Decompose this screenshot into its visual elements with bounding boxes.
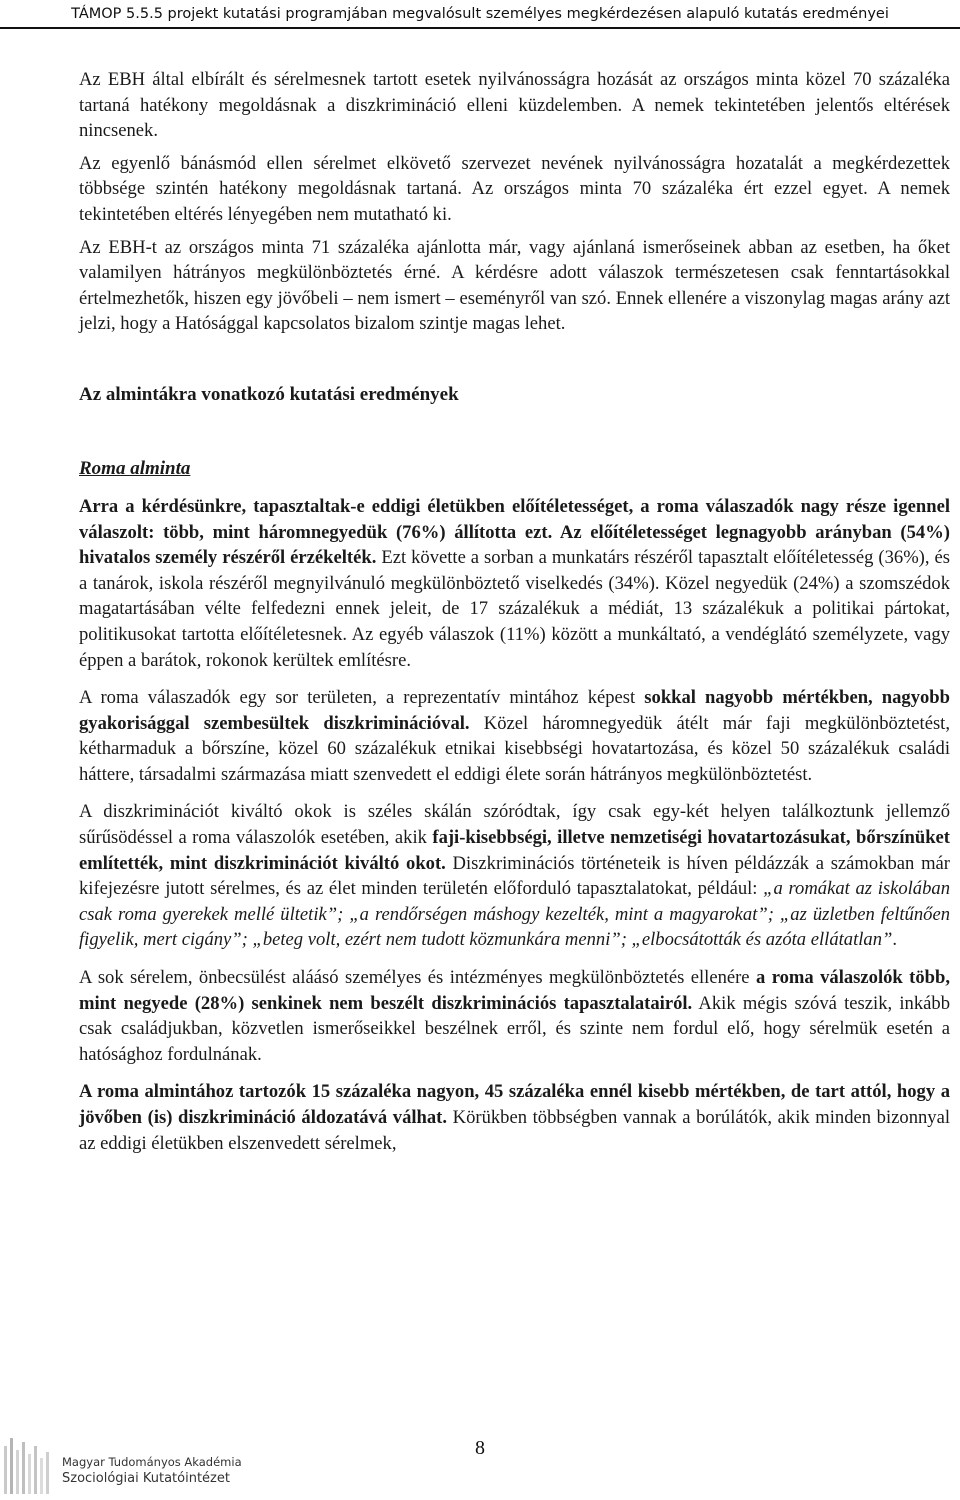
roma-paragraph-4 [79, 965, 950, 1067]
bold-text: faji-kisebbségi, illetve nemzetiségi hovatartozásukat, bőrszínüket említették, mint diszkriminációt kiváltó okot. [79, 827, 950, 874]
intro-paragraph-2: Az egyenlő bánásmód ellen sérelmet elkövető szervezet nevének nyilvánosságra hozatalát a megkérdezettek többsége szintén hatékony megoldásnak tartaná. Az országos minta 70 százaléka ért ezzel egyet. A nemek tekintetében eltérés lényegében nem mutatható ki. [79, 152, 950, 225]
body-text: Akik mégis szóvá teszik, inkább csak családjukban, közvetlen ismerőseikkel beszélnek erről, és szinte nem fordul elő, hogy sérelmük esetén a hatósághoz fordulnának. [79, 992, 951, 1065]
body-text: Diszkriminációs történeteik is híven példázzák a számokban már kifejezésre jutott sérelmes, és az élet minden területén előforduló tapasztalatokat, például: [79, 852, 950, 900]
logo-line-2: Szociológiai Kutatóintézet [62, 1471, 230, 1486]
logo-mark-icon [4, 1438, 49, 1494]
body-text: A roma válaszadók egy sor területen, a reprezentatív mintához képest [79, 687, 645, 709]
intro-paragraph-1: Az EBH által elbírált és sérelmesnek tartott esetek nyilvánosságra hozását az országos minta közel 70 százaléka tartaná hatékony megoldásnak a diszkrimináció elleni küzdelemben. A nemek tekintetében jelentős eltérések nincsenek. [79, 69, 950, 142]
page-content [79, 67, 950, 1168]
body-text: Ezt követte a sorban a munkatárs részéről tapasztalt előítéletesség (36%), és a tanárok, iskola részéről megnyilvánuló megkülönböztető viselkedés (34%). Közel negyedük (24%) a szomszédok magatartásában vélte felfedezni ennek jeleit, de 17 százalékuk a médiát, 13 százalékuk a politikai pártokat, politikusokat tartotta előítéletesnek. Az egyéb válaszok (11%) között a munkáltató, a vendéglátó személyzete, vagy éppen a barátok, rokonok kerültek említésre. [79, 547, 950, 671]
header-rule [0, 27, 960, 29]
roma-paragraph-1 [79, 494, 950, 673]
body-text: . [892, 929, 898, 951]
roma-paragraph-2 [79, 685, 950, 787]
logo-line-1: Magyar Tudományos Akadémia [62, 1455, 242, 1469]
subsection-title: Roma alminta [79, 457, 191, 479]
intro-paragraph-3: Az EBH-t az országos minta 71 százaléka ajánlotta már, vagy ajánlaná ismerőseinek abban az esetben, ha őket valamilyen hátrányos megkülönböztetés érné. A kérdésre adott válaszok természetesen csak fenntartásokkal értelmezhetők, hiszen egy jövőbeli – nem ismert – eseményről van szó. Ennek ellenére a viszonylag magas arány azt jelzi, hogy a Hatósággal kapcsolatos bizalom szintje magas lehet. [79, 236, 950, 335]
bold-text: sokkal nagyobb mértékben, nagyobb gyakorisággal szembesültek diszkriminációval. [79, 687, 950, 734]
bold-text: a roma válaszolók több, mint negyede (28%) senkinek nem beszélt diszkriminációs tapasztalatairól. [79, 967, 950, 1014]
roma-paragraph-5 [79, 1079, 950, 1156]
page-header: TÁMOP 5.5.5 projekt kutatási programjában megvalósult személyes megkérdezésen alapuló kutatás eredményei [71, 6, 889, 22]
section-title: Az almintákra vonatkozó kutatási eredmények [79, 383, 459, 405]
page-number: 8 [475, 1437, 485, 1459]
quote-text: „a romákat az iskolában csak roma gyerekek mellé ültetik”; „a rendőrségen máshogy kezelték, mint a magyarokat”; „az üzletben feltűnően figyelik, mert cigány”; „beteg volt, ezért nem tudott közmunkára menni”; „elbocsátották és azóta ellátatlan” [79, 878, 950, 951]
bold-text: Arra a kérdésünkre, tapasztaltak-e eddigi életükben előítéletességet, a roma válaszadók nagy része igennel válaszolt: több, mint háromnegyedük (76%) állította ezt. Az előítéletességet legnagyobb arányban (54%) hivatalos személy részéről érzékelték. [79, 495, 950, 569]
body-text: Közel háromnegyedük átélt már faji megkülönböztetést, kétharmaduk a bőrszíne, közel 60 százalékuk etnikai kisebbségi hovatartozása, és közel 50 százalékuk családi háttere, társadalmi származása miatt szenvedett el eddigi élete során hátrányos megkülönböztetést. [79, 712, 950, 785]
bold-text: A roma almintához tartozók 15 százaléka nagyon, 45 százaléka ennél kisebb mértékben, de tart attól, hogy a jövőben (is) diszkrimináció áldozatává válhat. [79, 1081, 950, 1128]
roma-paragraph-3 [79, 799, 950, 953]
body-text: Körükben többségben vannak a borúlátók, akik minden bizonnyal az eddigi életükben elszenvedett sérelmek, [79, 1107, 950, 1154]
body-text: A diszkriminációt kiváltó okok is széles skálán szóródtak, így csak egy-két helyen találkoztunk jellemző sűrűsödéssel a roma válaszolók esetében, akik [79, 801, 950, 849]
body-text: A sok sérelem, önbecsülést aláásó személyes és intézményes megkülönböztetés ellenére [79, 967, 756, 989]
